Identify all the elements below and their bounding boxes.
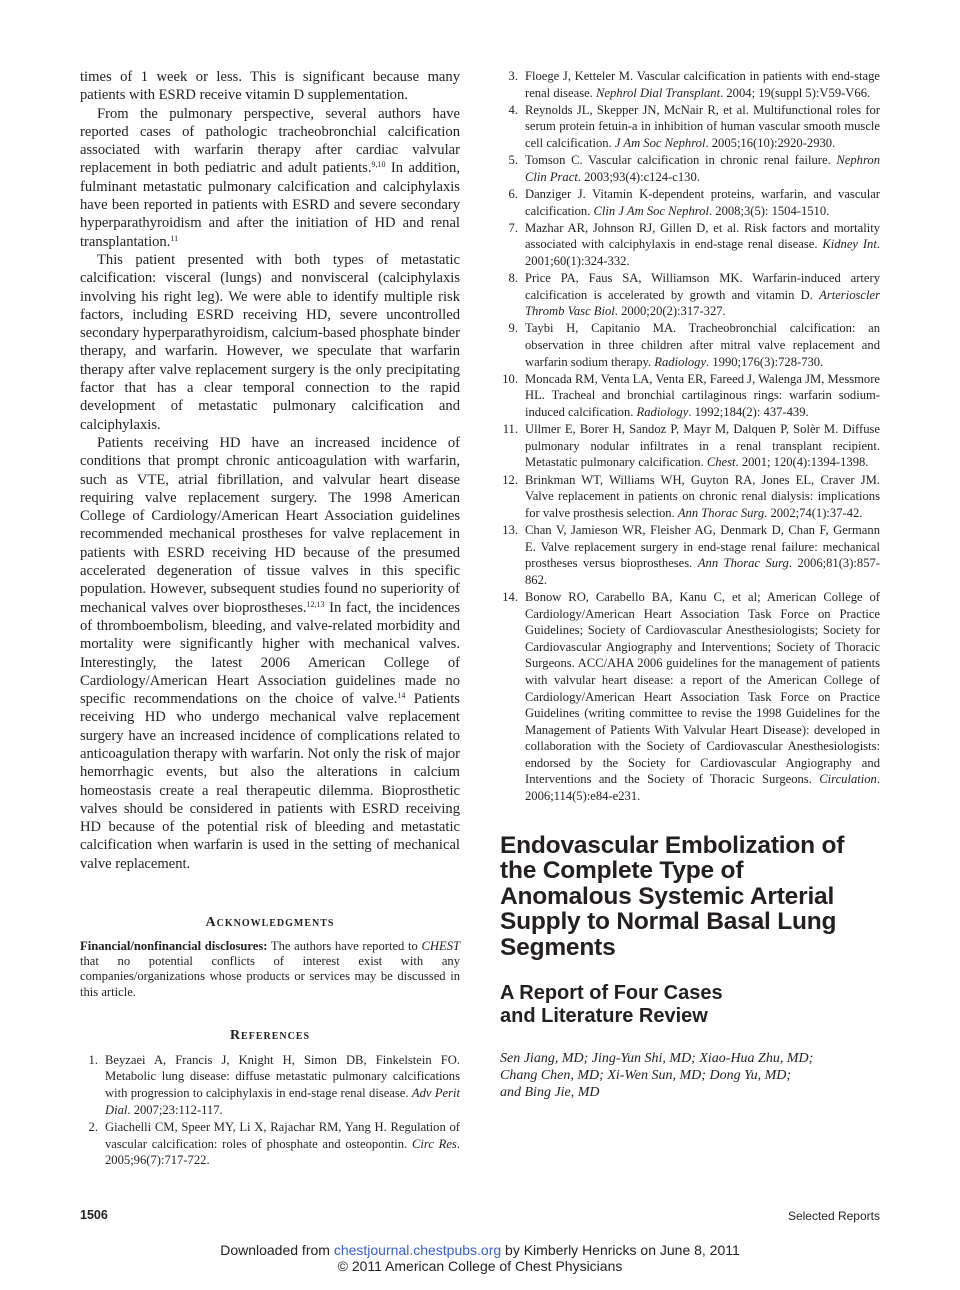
reference-number: 7. (508, 220, 518, 235)
reference-item (80, 1052, 460, 1118)
reference-number: 12. (502, 472, 518, 487)
body-paragraph: This patient presented with both types of metastatic calcification: visceral (lungs) and nonvisceral (calciphylaxis involving his right leg). We were able to identify multiple risk factors, including ESRD receiving HD, severe uncontrolled secondary hyperparathyroidism, calcium-based phosphate binder therapy, and warfarin. However, we speculate that warfarin therapy after valve replacement surgery is the only precipitating factor that has a clear temporal connection to the rapid development of metastatic pulmonary calcification and calciphylaxis. (80, 251, 460, 433)
reference-text: Danziger J. Vitamin K-dependent proteins, warfarin, and vascular calcification. (525, 186, 880, 218)
journal-name: CHEST (421, 939, 460, 954)
disclosure-text: that no potential conflicts of interest exist with any companies/organizations whose products or services may be discussed in this article. (80, 954, 460, 999)
reference-citation: . 2003;93(4):c124-c130. (577, 169, 700, 184)
citation-superscript: 11 (170, 233, 179, 243)
section-footer: Selected Reports (787, 1209, 880, 1223)
reference-item (500, 152, 880, 185)
download-suffix: by Kimberly Henricks on June 8, 2011 (501, 1242, 740, 1258)
reference-item (500, 220, 880, 270)
reference-journal: Radiology (654, 354, 707, 369)
reference-number: 9. (508, 321, 518, 336)
download-notice (0, 1242, 960, 1258)
body-paragraph: times of 1 week or less. This is significant because many patients with ESRD receive vitamin D supplementation. (80, 69, 460, 104)
citation-superscript: 14 (397, 691, 406, 701)
left-column (80, 68, 460, 1170)
reference-text: Ullmer E, Borer H, Sandoz P, Mayr M, Dalquen P, Solèr M. Diffuse pulmonary nodular infiltrates in a renal transplant recipient. Metastatic pulmonary calcification. (525, 422, 880, 470)
reference-citation: . 2004; 19(suppl 5):V59-V66. (720, 85, 871, 100)
reference-journal: Ann Thorac Surg (677, 505, 765, 520)
reference-journal: J Am Soc Nephrol (614, 135, 706, 150)
references-heading: References (229, 1027, 311, 1043)
reference-text: Taybi H, Capitanio MA. Tracheobronchial calcification: an observation in three children after mitral valve replacement and warfarin sodium therapy. (525, 321, 880, 369)
reference-number: 3. (508, 69, 518, 83)
reference-number: 11. (502, 422, 518, 437)
reference-number: 5. (508, 153, 518, 168)
reference-citation: . 2002;74(1):37-42. (764, 505, 863, 520)
right-column (500, 68, 880, 1101)
reference-citation: . 2005;96(7):717-722. (105, 1136, 460, 1168)
paragraph-text: Patients receiving HD have an increased incidence of conditions that prompt chronic anticoagulation with warfarin, such as VTE, atrial fibrillation, and valvular heart disease requiring valve replacement surgery. The 1998 American College of Cardiology/American Heart Association guidelines recommended mechanical prostheses for valve replacement in patients with ESRD receiving HD because of the presumed accelerated degeneration of tissue valves in this specific population. However, subsequent studies found no superiority of mechanical valves over bioprostheses. (80, 434, 460, 616)
reference-text: Giachelli CM, Speer MY, Li X, Rajachar RM, Yang H. Regulation of vascular calcification: roles of phosphate and osteopontin. (105, 1120, 460, 1151)
reference-citation: . 2006;81(3):857-862. (525, 556, 880, 587)
reference-item (500, 270, 880, 320)
reference-citation: . 2006;114(5):e84-e231. (525, 772, 880, 804)
reference-journal: Nephron Clin Pract (525, 153, 880, 184)
reference-item (80, 1119, 460, 1169)
article-subtitle (500, 982, 880, 1028)
reference-journal: Chest (706, 455, 736, 470)
reference-text: Brinkman WT, Williams WH, Guyton RA, Jones EL, Craver JM. Valve replacement in patients on chronic renal dialysis: implications for valve prosthesis selection. (525, 472, 880, 520)
author-line: Chang Chen, MD; Xi-Wen Sun, MD; Dong Yu, MD; (500, 1068, 791, 1084)
article-title: Endovascular Embolization of the Complete Type of Anomalous Systemic Arterial Supply to Normal Basal Lung Segments (500, 831, 845, 961)
reference-journal: Adv Perit Dial (105, 1086, 460, 1117)
reference-citation: . 2001;60(1):324-332. (525, 237, 881, 268)
reference-item (500, 472, 880, 522)
reference-citation: . 2000;20(2):317-327. (614, 304, 726, 319)
reference-text: Reynolds JL, Skepper JN, McNair R, et al. Multifunctional roles for serum protein fetuin-a in inhibition of human vascular smooth muscle cell calcification. (525, 102, 880, 150)
paragraph-text: From the pulmonary perspective, several authors have reported cases of pathologic tracheobronchial calcification associated with warfarin therapy after cardiac valvular replacement in both pediatric and adult patients. (80, 105, 460, 177)
reference-citation: . 2008;3(5): 1504-1510. (708, 203, 830, 218)
reference-text: Moncada RM, Venta LA, Venta ER, Fareed J, Walenga JM, Messmore HL. Tracheal and bronchial cartilaginous rings: warfarin sodium-induced calcification. (525, 371, 880, 420)
paragraph-text: In addition, fulminant metastatic pulmonary calcification and calciphylaxis have been reported in patients with ESRD and severe secondary hyperparathyroidism and after the initiation of HD and renal transplantation. (80, 160, 460, 250)
acknowledgments-heading: Acknowledgments (205, 915, 335, 931)
reference-text: Bonow RO, Carabello BA, Kanu C, et al; American College of Cardiology/American Heart Association Task Force on Practice Guidelines; Society of Cardiovascular Anesthesiologists; Society for Cardiovascular Angiography and Interventions; Society of Thoracic Surgeons. ACC/AHA 2006 guidelines for the management of patients with valvular heart disease: a report of the American College of Cardiology/American Heart Association Task Force on Practice Guidelines (writing committee to revise the 1998 Guidelines for the Management of Patients With Valvular Heart Disease): developed in collaboration with the Society of Cardiovascular Anesthesiologists: endorsed by the Society for Cardiovascular Angiography and Interventions and the Society of Thoracic Surgeons. (525, 589, 880, 787)
reference-text: Price PA, Faus SA, Williamson MK. Warfarin-induced artery calcification is accelerated by growth and vitamin D. (525, 271, 880, 302)
author-line: and Bing Jie, MD (500, 1085, 600, 1101)
page-number: 1506 (80, 1208, 108, 1222)
reference-text: Mazhar AR, Johnson RJ, Gillen D, et al. Risk factors and mortality associated with calciphylaxis in end-stage renal disease. (525, 220, 880, 252)
reference-item (500, 522, 880, 588)
citation-superscript: 9,10 (371, 160, 386, 170)
reference-item (500, 186, 880, 219)
reference-journal: Circ Res (411, 1136, 457, 1151)
reference-number: 2. (88, 1120, 98, 1135)
body-paragraph (80, 434, 460, 873)
reference-journal: Nephrol Dial Transplant (595, 85, 721, 100)
subtitle-line: and Literature Review (500, 1005, 708, 1028)
reference-journal: Circulation (819, 772, 877, 787)
paragraph-text: Patients receiving HD who undergo mechanical valve replacement surgery have an increased incidence of complications related to anticoagulation therapy with warfarin. Not only the risk of major hemorrhagic events, but also the alterations in calcium homeostasis create a real therapeutic dilemma. Bioprosthetic valves should be considered in patients with ESRD receiving HD because of the potential risk of bleeding and metastatic calcification when warfarin is used in the setting of mechanical valve replacement. (80, 691, 460, 872)
journal-link[interactable]: chestjournal.chestpubs.org (333, 1242, 502, 1258)
reference-number: 1. (88, 1052, 98, 1067)
reference-list (80, 1052, 460, 1169)
reference-citation: . 2001; 120(4):1394-1398. (735, 455, 869, 470)
reference-citation: . 2007;23:112-117. (127, 1102, 223, 1117)
disclosure-text: The authors have reported to (267, 939, 422, 954)
reference-journal: Radiology (636, 405, 689, 420)
reference-text: Beyzaei A, Francis J, Knight H, Simon DB, Finkelstein FO. Metabolic lung disease: diffuse metastatic pulmonary calcifications with progression to calciphylaxis in end-stage renal disease. (105, 1052, 460, 1101)
body-paragraph (80, 105, 460, 251)
reference-number: 4. (508, 102, 518, 117)
reference-number: 10. (502, 371, 518, 386)
reference-citation: . 1992;184(2): 437-439. (688, 405, 809, 420)
reference-number: 13. (502, 522, 518, 537)
reference-journal: Arterioscler Thromb Vasc Biol (525, 287, 880, 319)
reference-journal: Kidney Int (822, 237, 877, 252)
reference-item (500, 589, 880, 805)
reference-text: Floege J, Ketteler M. Vascular calcification in patients with end-stage renal disease. (525, 69, 880, 100)
subtitle-line: A Report of Four Cases (500, 982, 723, 1005)
reference-number: 6. (508, 186, 518, 201)
citation-superscript: 12,13 (306, 599, 325, 609)
reference-journal: Clin J Am Soc Nephrol (593, 203, 709, 218)
reference-journal: Ann Thorac Surg (697, 556, 789, 571)
reference-item (500, 68, 880, 101)
reference-citation: . 2005;16(10):2920-2930. (705, 135, 836, 150)
copyright-notice: © 2011 American College of Chest Physicians (337, 1258, 623, 1274)
download-prefix: Downloaded from (220, 1242, 334, 1258)
disclosure-label: Financial/nonfinancial disclosures: (80, 939, 268, 954)
reference-text: Tomson C. Vascular calcification in chronic renal failure. (525, 153, 837, 168)
reference-list (500, 68, 880, 805)
reference-item (500, 320, 880, 370)
reference-number: 14. (502, 589, 518, 604)
author-line: Sen Jiang, MD; Jing-Yun Shi, MD; Xiao-Hua Zhu, MD; (500, 1051, 814, 1067)
reference-number: 8. (508, 271, 518, 286)
author-list (500, 1050, 880, 1101)
reference-citation: . 1990;176(3):728-730. (706, 354, 824, 369)
financial-disclosure (80, 939, 460, 1000)
reference-text: Chan V, Jamieson WR, Fleisher AG, Denmark D, Chan F, Germann E. Valve replacement surgery in end-stage renal failure: mechanical prostheses versus bioprostheses. (525, 522, 880, 571)
reference-item (500, 371, 880, 421)
reference-item (500, 421, 880, 471)
paragraph-text: In fact, the incidences of thromboembolism, bleeding, and valve-related morbidity and mortality were significantly higher with mechanical valves. Interestingly, the latest 2006 American College of Cardiology/American Heart Association guidelines made no specific recommendations on the choice of valve. (80, 599, 460, 708)
reference-item (500, 102, 880, 152)
